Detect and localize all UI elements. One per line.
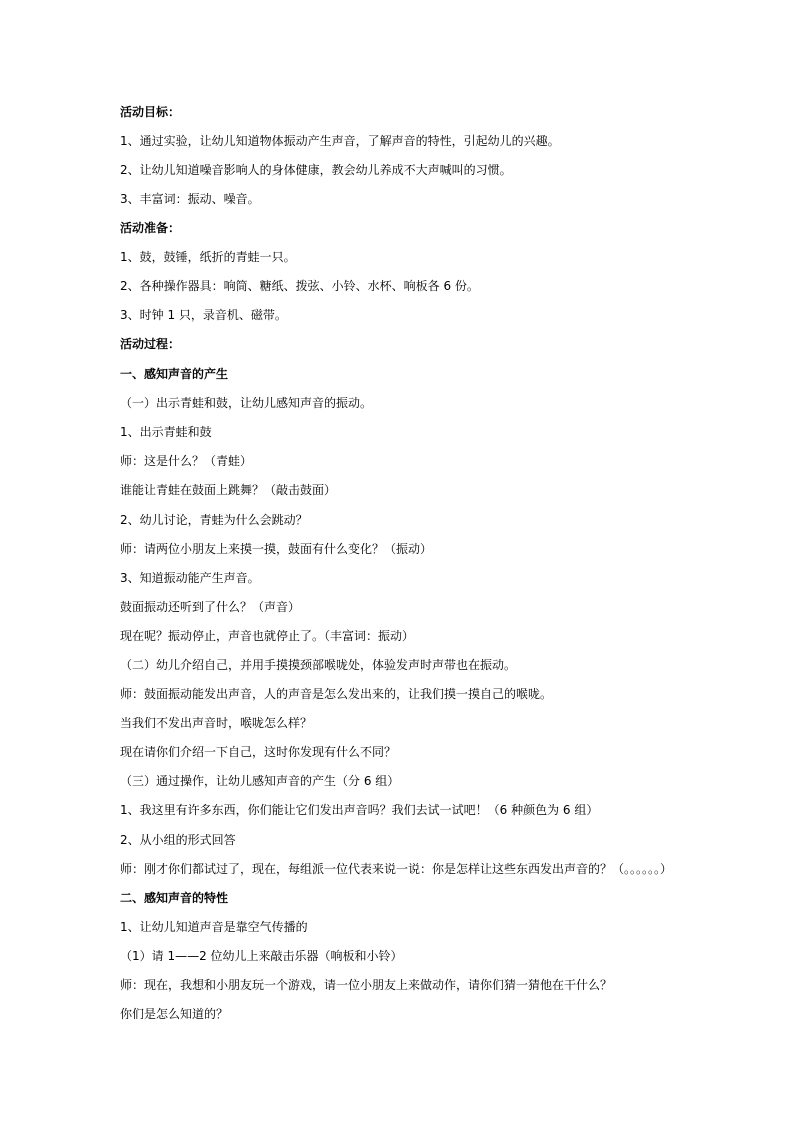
section2-subitem-1: （1）请 1——2 位幼儿上来敲击乐器（响板和小铃） bbox=[120, 949, 403, 963]
step-1-item-1: 1、出示青蛙和鼓 bbox=[120, 425, 212, 439]
section2-item-1: 1、让幼儿知道声音是靠空气传播的 bbox=[120, 920, 308, 934]
section-heading-preparation: 活动准备： bbox=[120, 221, 181, 235]
dialogue-line: 现在呢？振动停止，声音也就停止了。（丰富词：振动） bbox=[120, 629, 415, 643]
dialogue-line: 师：这是什么？（青蛙） bbox=[120, 454, 253, 468]
step-3-item-2: 2、从小组的形式回答 bbox=[120, 833, 236, 847]
dialogue-line: 你们是怎么知道的？ bbox=[120, 1007, 229, 1021]
prep-3: 3、时钟 1 只，录音机、磁带。 bbox=[120, 308, 287, 322]
step-1-item-3: 3、知道振动能产生声音。 bbox=[120, 571, 260, 585]
prep-1: 1、鼓，鼓锤，纸折的青蛙一只。 bbox=[120, 250, 296, 264]
section-heading-process: 活动过程： bbox=[120, 337, 181, 351]
dialogue-line: 师：鼓面振动能发出声音，人的声音是怎么发出来的，让我们摸一摸自己的喉咙。 bbox=[120, 687, 553, 701]
goal-3: 3、丰富词：振动、噪音。 bbox=[120, 192, 260, 206]
step-3-intro: （三）通过操作，让幼儿感知声音的产生（分 6 组） bbox=[120, 774, 400, 788]
dialogue-line: 谁能让青蛙在鼓面上跳舞？（敲击鼓面） bbox=[120, 483, 337, 497]
dialogue-line: 师：请两位小朋友上来摸一摸，鼓面有什么变化？（振动） bbox=[120, 542, 433, 556]
prep-2: 2、各种操作器具：响筒、糖纸、拨弦、小铃、水杯、响板各 6 份。 bbox=[120, 279, 479, 293]
section-heading-goals: 活动目标： bbox=[120, 105, 181, 119]
subsection-heading-2: 二、感知声音的特性 bbox=[120, 891, 229, 905]
goal-2: 2、让幼儿知道噪音影响人的身体健康，教会幼儿养成不大声喊叫的习惯。 bbox=[120, 163, 512, 177]
subsection-heading-1: 一、感知声音的产生 bbox=[120, 367, 229, 381]
step-1-intro: （一）出示青蛙和鼓，让幼儿感知声音的振动。 bbox=[120, 396, 373, 410]
step-2-intro: （二）幼儿介绍自己，并用手摸摸颈部喉咙处，体验发声时声带也在振动。 bbox=[120, 658, 517, 672]
step-1-item-2: 2、幼儿讨论，青蛙为什么会跳动？ bbox=[120, 513, 308, 527]
dialogue-line: 鼓面振动还听到了什么？（声音） bbox=[120, 600, 301, 614]
step-3-item-1: 1、我这里有许多东西，你们能让它们发出声音吗？我们去试一试吧！（6 种颜色为 6 组） bbox=[120, 803, 599, 817]
dialogue-line: 师：现在，我想和小朋友玩一个游戏，请一位小朋友上来做动作，请你们猜一猜他在干什么？ bbox=[120, 978, 613, 992]
dialogue-line: 现在请你们介绍一下自己，这时你发现有什么不同？ bbox=[120, 745, 397, 759]
dialogue-line: 当我们不发出声音时，喉咙怎么样？ bbox=[120, 716, 313, 730]
goal-1: 1、通过实验，让幼儿知道物体振动产生声音，了解声音的特性，引起幼儿的兴趣。 bbox=[120, 134, 560, 148]
dialogue-line: 师：刚才你们都试过了，现在，每组派一位代表来说一说：你是怎样让这些东西发出声音的？（。。。。。。） bbox=[120, 862, 673, 876]
